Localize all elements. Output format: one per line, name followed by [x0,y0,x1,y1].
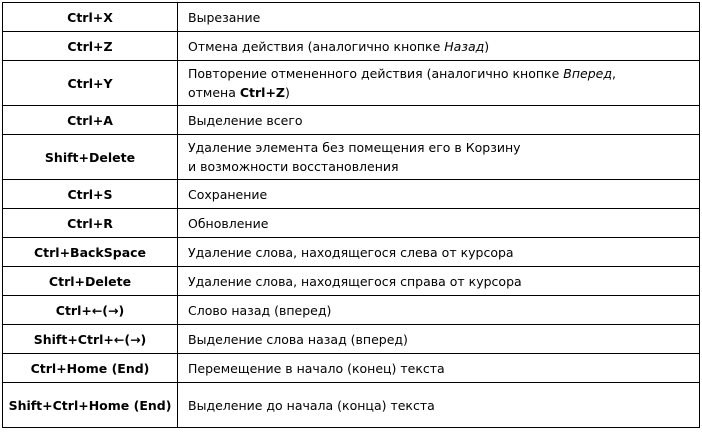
shortcut-description [178,135,700,180]
table-row [3,383,700,428]
shortcut-description [178,354,700,383]
table-row [3,3,700,32]
shortcut-description [178,106,700,135]
description-text: Выделение до начала (конца) текста [188,397,435,413]
shortcut-key: Ctrl+Y [3,61,178,106]
table-row [3,61,700,106]
description-text: Выделение слова назад (вперед) [188,331,408,347]
table-row [3,238,700,267]
shortcut-key: Shift+Ctrl+←(→) [3,325,178,354]
description-text: Сохранение [188,186,268,202]
description-text: Удаление слова, находящегося справа от курсора [188,273,522,289]
shortcut-key: Ctrl+BackSpace [3,238,178,267]
shortcut-key: Ctrl+Delete [3,267,178,296]
shortcut-key: Ctrl+R [3,209,178,238]
shortcuts-table [2,2,700,428]
table-row [3,296,700,325]
shortcut-description [178,3,700,32]
description-text: Выделение всего [188,112,303,128]
description-text: Отмена действия (аналогично кнопке [188,38,445,54]
description-text: Удаление элемента без помещения его в Корзину [188,140,521,155]
shortcut-key: Ctrl+A [3,106,178,135]
description-text: отмена [188,85,240,100]
shortcut-key: Ctrl+X [3,3,178,32]
description-italic: Назад [444,38,485,54]
table-row [3,325,700,354]
shortcut-description [178,383,700,428]
table-row [3,209,700,238]
description-text: Повторение отмененного действия (аналогично кнопке [188,66,564,81]
description-text: ) [484,38,490,54]
description-italic: Вперед [563,66,612,81]
description-text: и возможности восстановления [188,159,399,174]
shortcut-description [178,238,700,267]
description-text: Вырезание [188,9,261,25]
table-row [3,267,700,296]
description-bold: Ctrl+Z [239,85,285,100]
description-text: Обновление [188,215,269,231]
shortcut-key: Ctrl+Home (End) [3,354,178,383]
shortcut-description [178,209,700,238]
shortcut-description [178,267,700,296]
shortcut-key: Shift+Delete [3,135,178,180]
table-row [3,32,700,61]
table-row [3,180,700,209]
shortcut-description [178,325,700,354]
shortcut-key: Ctrl+S [3,180,178,209]
description-text: ) [285,85,290,100]
shortcut-description [178,180,700,209]
description-text: Перемещение в начало (конец) текста [188,360,445,376]
description-text: , [611,66,616,81]
table-row [3,135,700,180]
shortcut-key: Ctrl+←(→) [3,296,178,325]
shortcut-key: Ctrl+Z [3,32,178,61]
shortcut-description [178,61,700,106]
description-text: Удаление слова, находящегося слева от курсора [188,244,514,260]
table-row [3,106,700,135]
shortcut-description [178,32,700,61]
description-text: Слово назад (вперед) [188,302,332,318]
table-row [3,354,700,383]
shortcut-description [178,296,700,325]
shortcut-key: Shift+Ctrl+Home (End) [3,383,178,428]
